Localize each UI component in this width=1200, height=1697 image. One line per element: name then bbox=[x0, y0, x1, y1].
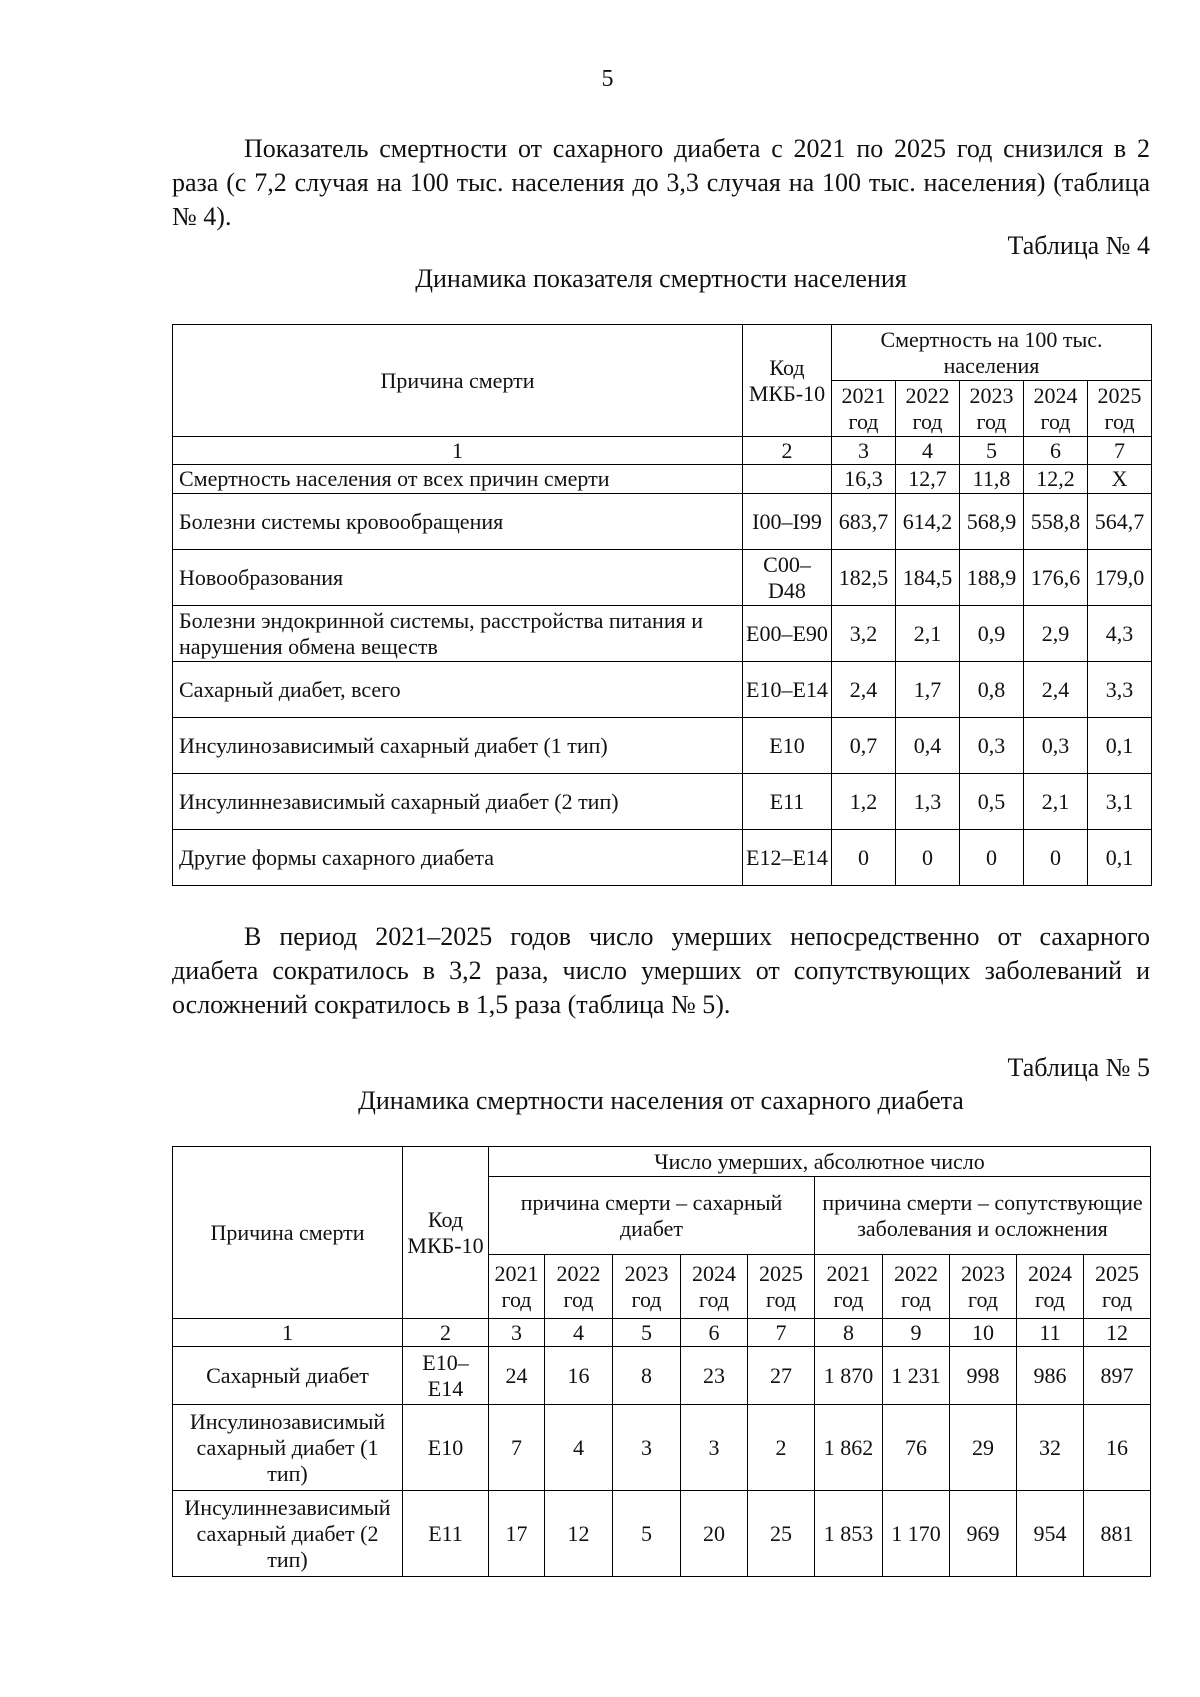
value-cell: 3 bbox=[613, 1405, 681, 1491]
column-number: 10 bbox=[950, 1319, 1017, 1347]
value-cell: 0 bbox=[1024, 830, 1088, 886]
column-number: 7 bbox=[748, 1319, 815, 1347]
value-cell: 0,4 bbox=[896, 718, 960, 774]
column-number: 11 bbox=[1017, 1319, 1084, 1347]
value-cell: 1,3 bbox=[896, 774, 960, 830]
value-cell: 2,1 bbox=[896, 606, 960, 662]
paragraph-deaths-decrease: В период 2021–2025 годов число умерших непосредственно от сахарного диабета сократилось в 3,2 раза, число умерших от сопутствующих заболеваний и осложнений сократилось в 1,5 раза (таблица № 5). bbox=[172, 922, 1150, 1019]
value-cell: 188,9 bbox=[960, 550, 1024, 606]
mortality-rate-table bbox=[172, 324, 1152, 886]
header-code: Код МКБ-10 bbox=[743, 325, 832, 437]
value-cell: 683,7 bbox=[832, 494, 896, 550]
header-year: 2025 год bbox=[1084, 1255, 1151, 1319]
column-number: 2 bbox=[743, 437, 832, 465]
value-cell: 25 bbox=[748, 1491, 815, 1577]
column-number: 6 bbox=[1024, 437, 1088, 465]
value-cell: 3 bbox=[681, 1405, 748, 1491]
value-cell: 0 bbox=[896, 830, 960, 886]
value-cell: 7 bbox=[489, 1405, 545, 1491]
cause-cell: Другие формы сахарного диабета bbox=[173, 830, 743, 886]
table-row bbox=[173, 1405, 1151, 1491]
column-number: 7 bbox=[1088, 437, 1152, 465]
cause-cell: Смертность населения от всех причин смерти bbox=[173, 465, 743, 494]
column-number: 6 bbox=[681, 1319, 748, 1347]
value-cell: 16 bbox=[1084, 1405, 1151, 1491]
cause-cell: Инсулиннезависимый сахарный диабет (2 тип) bbox=[173, 774, 743, 830]
column-number: 3 bbox=[489, 1319, 545, 1347]
code-cell: E12–E14 bbox=[743, 830, 832, 886]
column-number: 8 bbox=[815, 1319, 883, 1347]
header-year: 2021 год bbox=[815, 1255, 883, 1319]
header-code: Код МКБ-10 bbox=[403, 1147, 489, 1319]
value-cell: 29 bbox=[950, 1405, 1017, 1491]
code-cell: E10–E14 bbox=[403, 1347, 489, 1405]
header-year: 2023 год bbox=[950, 1255, 1017, 1319]
paragraph-diabetes-mortality: Показатель смертности от сахарного диабета с 2021 по 2025 год снизился в 2 раза (с 7,2 случая на 100 тыс. населения до 3,3 случая на 100 тыс. населения) (таблица № 4). bbox=[172, 134, 1150, 231]
value-cell: 32 bbox=[1017, 1405, 1084, 1491]
column-number: 1 bbox=[173, 437, 743, 465]
value-cell: 0,7 bbox=[832, 718, 896, 774]
table4-label: Таблица № 4 bbox=[1007, 231, 1150, 260]
value-cell: 998 bbox=[950, 1347, 1017, 1405]
value-cell: 182,5 bbox=[832, 550, 896, 606]
value-cell: 5 bbox=[613, 1491, 681, 1577]
value-cell: 0,8 bbox=[960, 662, 1024, 718]
value-cell: 17 bbox=[489, 1491, 545, 1577]
value-cell: 24 bbox=[489, 1347, 545, 1405]
code-cell: E11 bbox=[743, 774, 832, 830]
value-cell: 881 bbox=[1084, 1491, 1151, 1577]
header-year: 2023 год bbox=[613, 1255, 681, 1319]
cause-cell: Сахарный диабет, всего bbox=[173, 662, 743, 718]
column-number-row bbox=[173, 1319, 1151, 1347]
cause-cell: Новообразования bbox=[173, 550, 743, 606]
value-cell: 1,7 bbox=[896, 662, 960, 718]
value-cell: 1,2 bbox=[832, 774, 896, 830]
value-cell: 1 853 bbox=[815, 1491, 883, 1577]
value-cell: 954 bbox=[1017, 1491, 1084, 1577]
value-cell: 2 bbox=[748, 1405, 815, 1491]
table-row bbox=[173, 494, 1152, 550]
header-cause-diabetes: причина смерти – сахарный диабет bbox=[489, 1177, 815, 1255]
value-cell: Х bbox=[1088, 465, 1152, 494]
column-number: 5 bbox=[960, 437, 1024, 465]
code-cell: I00–I99 bbox=[743, 494, 832, 550]
cause-cell: Болезни эндокринной системы, расстройства питания и нарушения обмена веществ bbox=[173, 606, 743, 662]
value-cell: 0,9 bbox=[960, 606, 1024, 662]
column-number-row bbox=[173, 437, 1152, 465]
value-cell: 0,3 bbox=[1024, 718, 1088, 774]
code-cell: E10–E14 bbox=[743, 662, 832, 718]
table4-title: Динамика показателя смертности населения bbox=[415, 264, 907, 293]
header-year: 2025 год bbox=[748, 1255, 815, 1319]
cause-cell: Болезни системы кровообращения bbox=[173, 494, 743, 550]
value-cell: 12,7 bbox=[896, 465, 960, 494]
value-cell: 1 170 bbox=[883, 1491, 950, 1577]
value-cell: 0,3 bbox=[960, 718, 1024, 774]
value-cell: 0 bbox=[960, 830, 1024, 886]
page-number: 5 bbox=[601, 66, 614, 92]
table-row bbox=[173, 774, 1152, 830]
header-year: 2024 год bbox=[1024, 381, 1088, 437]
table-row bbox=[173, 550, 1152, 606]
value-cell: 4,3 bbox=[1088, 606, 1152, 662]
value-cell: 27 bbox=[748, 1347, 815, 1405]
header-deaths-absolute: Число умерших, абсолютное число bbox=[489, 1147, 1151, 1177]
value-cell: 558,8 bbox=[1024, 494, 1088, 550]
table5-label: Таблица № 5 bbox=[1007, 1053, 1150, 1082]
header-year: 2022 год bbox=[545, 1255, 613, 1319]
value-cell: 0 bbox=[832, 830, 896, 886]
value-cell: 568,9 bbox=[960, 494, 1024, 550]
value-cell: 1 870 bbox=[815, 1347, 883, 1405]
value-cell: 1 231 bbox=[883, 1347, 950, 1405]
code-cell: C00–D48 bbox=[743, 550, 832, 606]
table-row bbox=[173, 718, 1152, 774]
column-number: 3 bbox=[832, 437, 896, 465]
value-cell: 969 bbox=[950, 1491, 1017, 1577]
table-row bbox=[173, 830, 1152, 886]
value-cell: 2,4 bbox=[1024, 662, 1088, 718]
header-year: 2021 год bbox=[832, 381, 896, 437]
value-cell: 12 bbox=[545, 1491, 613, 1577]
header-cause: Причина смерти bbox=[173, 1147, 403, 1319]
value-cell: 76 bbox=[883, 1405, 950, 1491]
value-cell: 0,1 bbox=[1088, 718, 1152, 774]
cause-cell: Инсулиннезависимый сахарный диабет (2 тип) bbox=[173, 1491, 403, 1577]
value-cell: 897 bbox=[1084, 1347, 1151, 1405]
value-cell: 0,1 bbox=[1088, 830, 1152, 886]
header-year: 2022 год bbox=[896, 381, 960, 437]
value-cell: 12,2 bbox=[1024, 465, 1088, 494]
value-cell: 16 bbox=[545, 1347, 613, 1405]
header-cause: Причина смерти bbox=[173, 325, 743, 437]
table-row bbox=[173, 1347, 1151, 1405]
value-cell: 3,1 bbox=[1088, 774, 1152, 830]
header-year: 2021 год bbox=[489, 1255, 545, 1319]
table-row bbox=[173, 662, 1152, 718]
value-cell: 23 bbox=[681, 1347, 748, 1405]
value-cell: 176,6 bbox=[1024, 550, 1088, 606]
value-cell: 564,7 bbox=[1088, 494, 1152, 550]
value-cell: 614,2 bbox=[896, 494, 960, 550]
code-cell: E10 bbox=[403, 1405, 489, 1491]
header-year: 2023 год bbox=[960, 381, 1024, 437]
value-cell: 2,9 bbox=[1024, 606, 1088, 662]
header-year: 2022 год bbox=[883, 1255, 950, 1319]
header-year: 2024 год bbox=[1017, 1255, 1084, 1319]
column-number: 9 bbox=[883, 1319, 950, 1347]
header-mortality-per-100k: Смертность на 100 тыс. населения bbox=[832, 325, 1152, 381]
value-cell: 4 bbox=[545, 1405, 613, 1491]
value-cell: 11,8 bbox=[960, 465, 1024, 494]
value-cell: 2,1 bbox=[1024, 774, 1088, 830]
value-cell: 986 bbox=[1017, 1347, 1084, 1405]
column-number: 12 bbox=[1084, 1319, 1151, 1347]
header-year: 2025 год bbox=[1088, 381, 1152, 437]
column-number: 2 bbox=[403, 1319, 489, 1347]
value-cell: 20 bbox=[681, 1491, 748, 1577]
value-cell: 184,5 bbox=[896, 550, 960, 606]
value-cell: 16,3 bbox=[832, 465, 896, 494]
value-cell: 3,3 bbox=[1088, 662, 1152, 718]
cause-cell: Инсулинозависимый сахарный диабет (1 тип) bbox=[173, 718, 743, 774]
table-row bbox=[173, 465, 1152, 494]
column-number: 1 bbox=[173, 1319, 403, 1347]
table5-title: Динамика смертности населения от сахарного диабета bbox=[358, 1086, 964, 1115]
value-cell: 0,5 bbox=[960, 774, 1024, 830]
cause-cell: Инсулинозависимый сахарный диабет (1 тип) bbox=[173, 1405, 403, 1491]
code-cell: E00–E90 bbox=[743, 606, 832, 662]
column-number: 4 bbox=[545, 1319, 613, 1347]
value-cell: 179,0 bbox=[1088, 550, 1152, 606]
header-cause-comorbidities: причина смерти – сопутствующие заболевания и осложнения bbox=[815, 1177, 1151, 1255]
table-row bbox=[173, 606, 1152, 662]
code-cell bbox=[743, 465, 832, 494]
cause-cell: Сахарный диабет bbox=[173, 1347, 403, 1405]
header-year: 2024 год bbox=[681, 1255, 748, 1319]
column-number: 5 bbox=[613, 1319, 681, 1347]
value-cell: 8 bbox=[613, 1347, 681, 1405]
value-cell: 2,4 bbox=[832, 662, 896, 718]
diabetes-deaths-table bbox=[172, 1146, 1151, 1577]
value-cell: 3,2 bbox=[832, 606, 896, 662]
code-cell: E10 bbox=[743, 718, 832, 774]
table-row bbox=[173, 1491, 1151, 1577]
code-cell: E11 bbox=[403, 1491, 489, 1577]
value-cell: 1 862 bbox=[815, 1405, 883, 1491]
column-number: 4 bbox=[896, 437, 960, 465]
